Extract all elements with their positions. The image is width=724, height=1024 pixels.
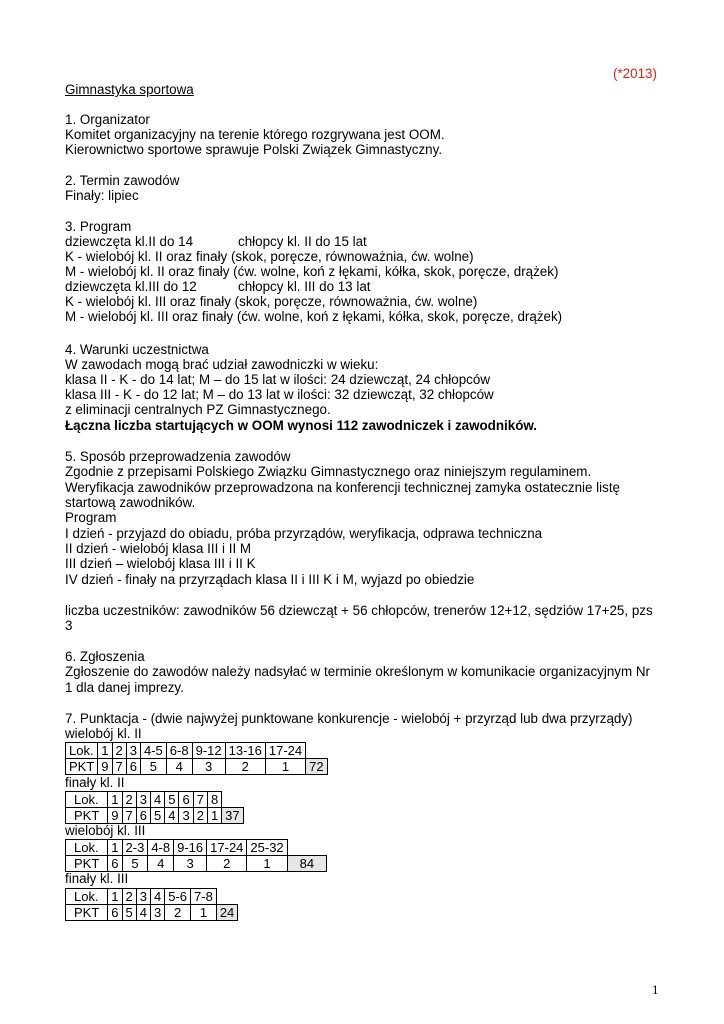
table-cell: 3 [174,856,207,872]
table-cell: PKT [66,856,108,872]
table-cell: Lok. [66,743,98,759]
table-cell-empty [306,743,327,759]
table-cell: 2 [225,759,265,775]
table-row [66,889,238,905]
table-cell-empty [222,792,243,808]
table-cell: 4 [151,792,165,808]
table-cell: 4 [165,808,179,824]
table-cell: 6-8 [166,743,192,759]
table-cell: 5 [165,792,179,808]
table-cell: 2 [112,743,126,759]
table-cell-empty [216,889,237,905]
table-cell: 6 [126,759,140,775]
section-2-line: Finały: lipiec [65,188,139,203]
table-cell: 3 [192,759,225,775]
table-row [66,792,244,808]
table-cell: 3 [151,905,165,921]
table-cell: 2 [165,905,191,921]
table-row [66,905,238,921]
table-cell: 9-16 [174,840,207,856]
section-5-line: III dzień – wielobój klasa III i II K [65,556,256,571]
section-6-line: 1 dla danej imprezy. [65,680,184,695]
table-total-cell: 37 [222,808,243,824]
section-3-heading: 3. Program [65,219,132,234]
table-cell: 3 [136,889,150,905]
program-line: M - wielobój kl. III oraz finały (ćw. wolne, koń z łękami, kółka, skok, poręcze, drążek) [65,309,563,324]
table-cell-empty [287,840,326,856]
participants-line: 3 [65,618,73,633]
table-row [66,856,327,872]
table-cell: 5-6 [165,889,191,905]
section-5-line: startową zawodników. [65,495,196,510]
year-tag: (*2013) [613,66,657,81]
section-5-heading: 5. Sposób przeprowadzenia zawodów [65,449,291,464]
table-cell: 3 [179,808,193,824]
table-cell: 1 [265,759,305,775]
section-5-line: I dzień - przyjazd do obiadu, próba przyrządów, weryfikacja, odprawa techniczna [65,526,543,541]
table-cell: 1 [98,743,112,759]
table-cell: 4 [136,905,150,921]
table-label: wielobój kl. II [65,726,142,741]
total-participants-note: Łączna liczba startujących w OOM wynosi 112 zawodniczek i zawodników. [65,418,538,433]
table-label: finały kl. III [65,871,129,886]
section-2-heading: 2. Termin zawodów [65,173,180,188]
section-5-line: IV dzień - finały na przyrządach klasa II i III K i M, wyjazd po obiedzie [65,572,475,587]
program-boys-kl3: chłopcy kl. III do 13 lat [238,279,371,294]
table-cell: PKT [66,759,98,775]
table-cell: 8 [207,792,221,808]
program-line: M - wielobój kl. II oraz finały (ćw. wolne, koń z łękami, kółka, skok, poręcze, drążek) [65,264,559,279]
table-label: finały kl. II [65,775,125,790]
table-cell: 1 [108,792,122,808]
table-total-cell: 84 [287,856,326,872]
table-cell: 1 [207,808,221,824]
table-cell: 4-8 [148,840,174,856]
section-6-line: Zgłoszenie do zawodów należy nadsyłać w terminie określonym w komunikacie organizacyjnym Nr [65,664,650,679]
table-cell: 9 [108,808,122,824]
table-cell: 3 [126,743,140,759]
points-table-wielobój-kl2 [65,742,328,775]
table-cell: 4-5 [141,743,167,759]
table-cell: 1 [191,905,217,921]
page-number: 1 [652,982,659,997]
table-total-cell: 24 [216,905,237,921]
section-5-line: II dzień - wielobój klasa III i II M [65,541,252,556]
table-cell: 2 [122,889,136,905]
table-cell: 1 [108,889,122,905]
section-4-line: klasa III - K - do 12 lat; M – do 13 lat w ilości: 32 dziewcząt, 32 chłopców [65,387,494,402]
table-cell: Lok. [66,889,108,905]
table-cell: 9 [98,759,112,775]
table-row [66,743,328,759]
table-cell: 2 [207,856,247,872]
table-cell: 9-12 [192,743,225,759]
program-girls-kl3: dziewczęta kl.III do 12 [65,279,197,294]
table-cell: 6 [108,856,122,872]
table-cell: Lok. [66,840,108,856]
table-cell: 6 [136,808,150,824]
table-cell: 2 [193,808,207,824]
table-cell: 6 [179,792,193,808]
table-cell: Lok. [66,792,108,808]
section-7-heading: 7. Punktacja - (dwie najwyżej punktowane konkurencje - wielobój + przyrząd lub dwa przyrządy) [65,711,633,726]
program-boys-kl2: chłopcy kl. II do 15 lat [238,234,367,249]
table-cell: 17-24 [265,743,305,759]
program-line: K - wielobój kl. II oraz finały (skok, poręcze, równoważnia, ćw. wolne) [65,249,474,264]
program-line: K - wielobój kl. III oraz finały (skok, poręcze, równoważnia, ćw. wolne) [65,294,478,309]
section-4-line: W zawodach mogą brać udział zawodniczki w wieku: [65,357,379,372]
table-cell: 25-32 [247,840,287,856]
table-cell: 6 [108,905,122,921]
table-cell: 17-24 [207,840,247,856]
table-cell: 13-16 [225,743,265,759]
section-6-heading: 6. Zgłoszenia [65,649,145,664]
section-5-line: Weryfikacja zawodników przeprowadzona na konferencji technicznej zamyka ostatecznie listę [65,480,620,495]
table-cell: 2-3 [122,840,148,856]
section-1-line: Komitet organizacyjny na terenie którego rozgrywana jest OOM. [65,127,445,142]
section-4-line: klasa II - K - do 14 lat; M – do 15 lat w ilości: 24 dziewcząt, 24 chłopców [65,372,490,387]
table-row [66,808,244,824]
program-girls-kl2: dziewczęta kl.II do 14 [65,234,194,249]
table-cell: 2 [122,792,136,808]
section-1-line: Kierownictwo sportowe sprawuje Polski Związek Gimnastyczny. [65,142,443,157]
table-cell: 7 [193,792,207,808]
table-cell: 5 [151,808,165,824]
table-cell: PKT [66,808,108,824]
section-4-line: z eliminacji centralnych PZ Gimnastycznego. [65,402,331,417]
table-cell: 5 [122,856,148,872]
section-5-line: Program [65,510,117,525]
table-label: wielobój kl. III [65,823,146,838]
section-5-line: Zgodnie z przepisami Polskiego Związku Gimnastycznego oraz niniejszym regulaminem. [65,464,592,479]
table-total-cell: 72 [306,759,327,775]
table-row [66,840,327,856]
table-cell: 7 [112,759,126,775]
document-title: Gimnastyka sportowa [65,82,194,97]
participants-line: liczba uczestników: zawodników 56 dziewcząt + 56 chłopców, trenerów 12+12, sędziów 17+25, pzs [65,603,653,618]
table-cell: 5 [122,905,136,921]
section-4-heading: 4. Warunki uczestnictwa [65,342,209,357]
table-cell: 7 [122,808,136,824]
table-cell: 7-8 [191,889,217,905]
table-cell: 4 [151,889,165,905]
table-row [66,759,328,775]
section-1-heading: 1. Organizator [65,112,150,127]
points-table-wielobój-kl3 [65,839,327,872]
points-table-finały-kl3 [65,888,238,921]
table-cell: 1 [247,856,287,872]
table-cell: 4 [166,759,192,775]
points-table-finały-kl2 [65,791,244,824]
table-cell: 5 [141,759,167,775]
table-cell: 3 [136,792,150,808]
table-cell: 1 [108,840,122,856]
table-cell: 4 [148,856,174,872]
table-cell: PKT [66,905,108,921]
